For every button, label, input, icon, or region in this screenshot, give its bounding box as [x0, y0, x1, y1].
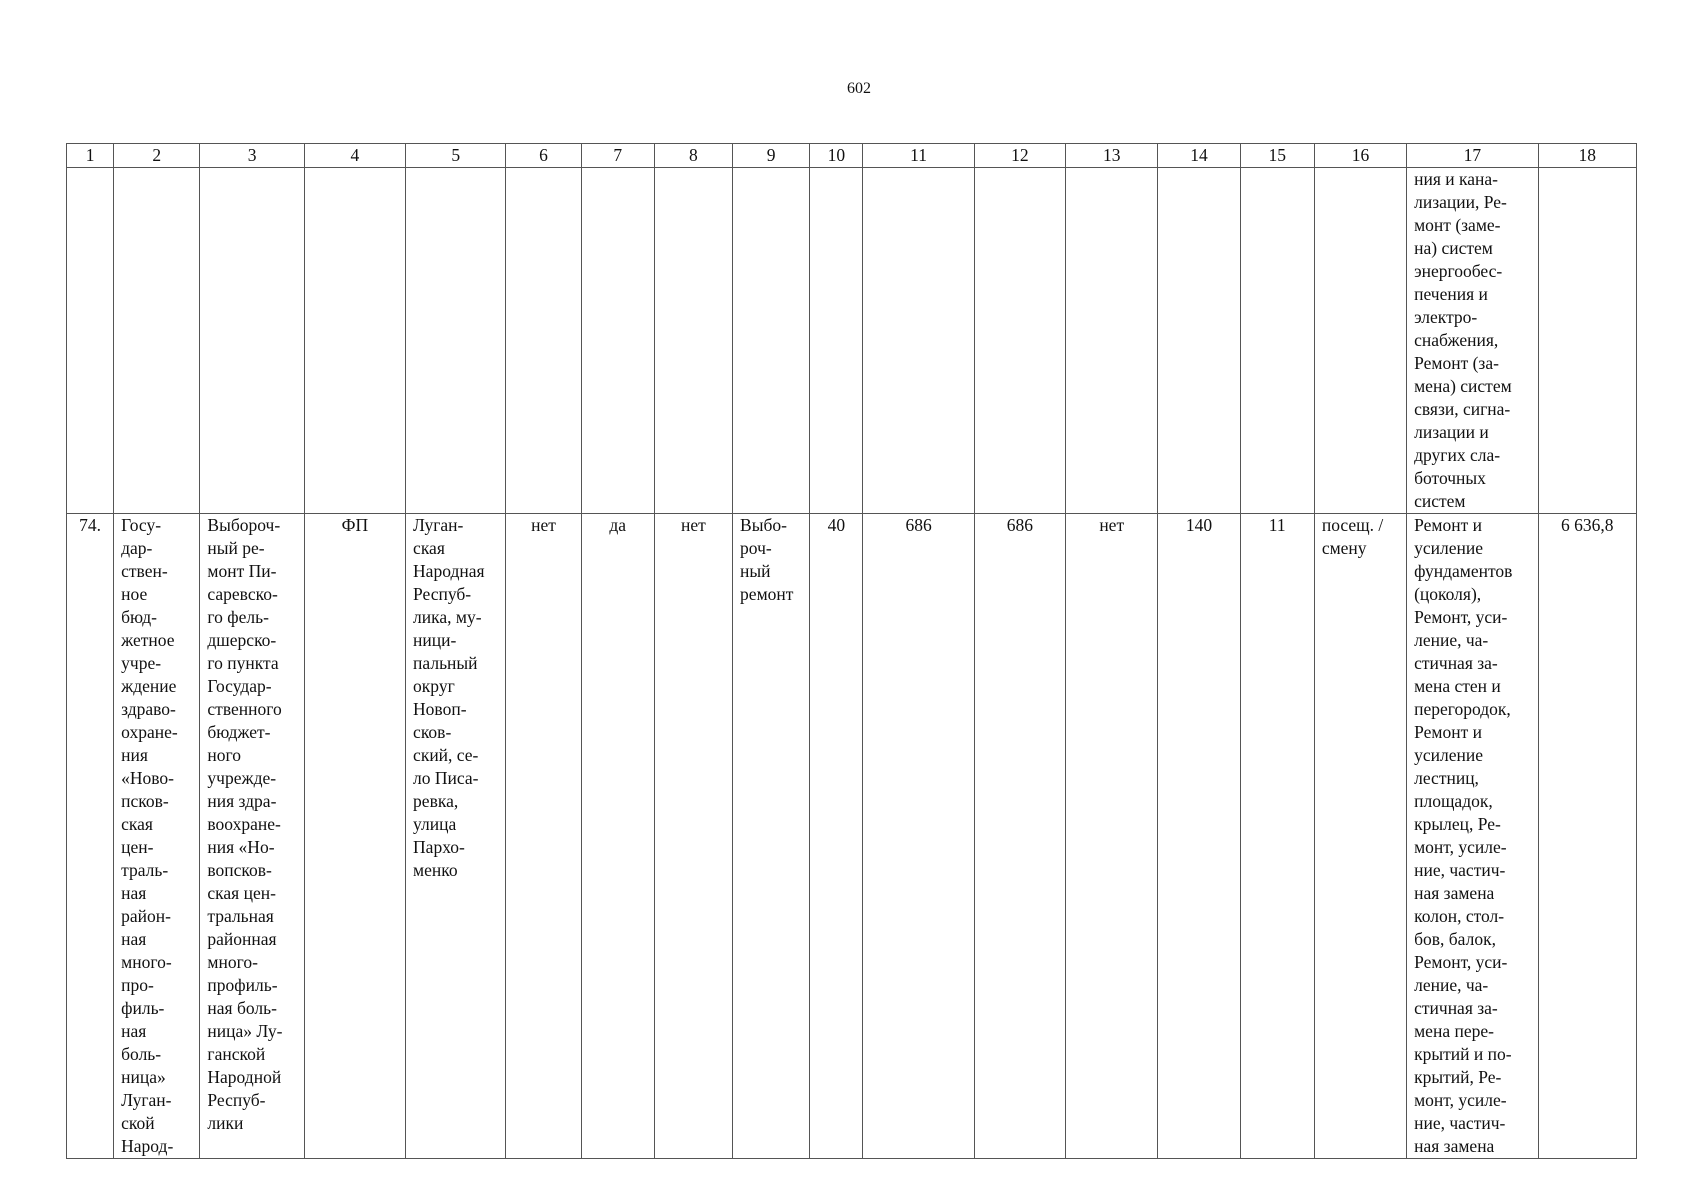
cell-col-6: нет [506, 514, 581, 1159]
cell-col-13 [1066, 168, 1158, 514]
column-number-6: 6 [506, 144, 581, 168]
cell-number [67, 168, 114, 514]
column-number-12: 12 [974, 144, 1065, 168]
table-row [67, 514, 1637, 1159]
cell-col-12 [974, 168, 1065, 514]
cell-number: 74. [67, 514, 114, 1159]
cell-object-type: ФП [304, 514, 405, 1159]
page-number: 602 [847, 80, 871, 97]
cell-unit: посещ. / смену [1314, 514, 1406, 1159]
column-number-5: 5 [406, 144, 506, 168]
column-number-17: 17 [1407, 144, 1538, 168]
cell-amount: 6 636,8 [1538, 514, 1636, 1159]
data-table [66, 143, 1637, 1159]
cell-col-8: нет [654, 514, 732, 1159]
column-number-13: 13 [1066, 144, 1158, 168]
column-number-16: 16 [1314, 144, 1406, 168]
cell-amount [1538, 168, 1636, 514]
column-number-2: 2 [114, 144, 200, 168]
cell-object-name [200, 168, 304, 514]
column-number-15: 15 [1240, 144, 1314, 168]
cell-col-11 [863, 168, 974, 514]
cell-object-name: Выбороч- ный ре- монт Пи- саревско- го фель- дшерско- го пункта Государ- ственного бюджет- ного учрежде- ния здра- воохране- ния «Но- вопсков- ская цен- тральная районная много- профиль- ная боль- ница» Лу- ганской Народной Респуб- лики [200, 514, 304, 1159]
cell-col-15: 11 [1240, 514, 1314, 1159]
cell-col-7 [581, 168, 654, 514]
cell-institution: Госу- дар- ствен- ное бюд- жетное учре- ждение здраво- охране- ния «Ново- псков- ская цен- траль- ная район- ная много- про- филь- ная боль- ница» Луган- ской Народ- [114, 514, 200, 1159]
column-number-8: 8 [654, 144, 732, 168]
cell-col-14: 140 [1158, 514, 1240, 1159]
cell-col-7: да [581, 514, 654, 1159]
column-number-row [67, 144, 1637, 168]
cell-col-10 [810, 168, 863, 514]
cell-col-12: 686 [974, 514, 1065, 1159]
cell-address [406, 168, 506, 514]
column-number-3: 3 [200, 144, 304, 168]
cell-col-13: нет [1066, 514, 1158, 1159]
cell-work-type [733, 168, 810, 514]
column-number-14: 14 [1158, 144, 1240, 168]
column-number-1: 1 [67, 144, 114, 168]
cell-works-list: Ремонт и усиление фундаментов (цоколя), Ремонт, уси- ление, ча- стичная за- мена стен и перегородок, Ремонт и усиление лестниц, площадок, крылец, Ре- монт, усиле- ние, частич- ная замена колон, стол- бов, балок, Ремонт, уси- ление, ча- стичная за- мена пере- крытий и по- крытий, Ре- монт, усиле- ние, частич- ная замена [1407, 514, 1538, 1159]
column-number-4: 4 [304, 144, 405, 168]
cell-col-6 [506, 168, 581, 514]
cell-object-type [304, 168, 405, 514]
cell-address: Луган- ская Народная Респуб- лика, му- ници- пальный округ Новоп- сков- ский, се- ло Писа- ревка, улица Пархо- менко [406, 514, 506, 1159]
cell-col-11: 686 [863, 514, 974, 1159]
column-number-18: 18 [1538, 144, 1636, 168]
cell-col-14 [1158, 168, 1240, 514]
cell-col-8 [654, 168, 732, 514]
column-number-9: 9 [733, 144, 810, 168]
cell-col-15 [1240, 168, 1314, 514]
column-number-11: 11 [863, 144, 974, 168]
cell-unit [1314, 168, 1406, 514]
column-number-7: 7 [581, 144, 654, 168]
cell-works-list: ния и кана- лизации, Ре- монт (заме- на) систем энергообес- печения и электро- снабжения, Ремонт (за- мена) систем связи, сигна- лизации и других сла- боточных систем [1407, 168, 1538, 514]
cell-col-10: 40 [810, 514, 863, 1159]
cell-institution [114, 168, 200, 514]
cell-work-type: Выбо- роч- ный ремонт [733, 514, 810, 1159]
table-row [67, 168, 1637, 514]
column-number-10: 10 [810, 144, 863, 168]
